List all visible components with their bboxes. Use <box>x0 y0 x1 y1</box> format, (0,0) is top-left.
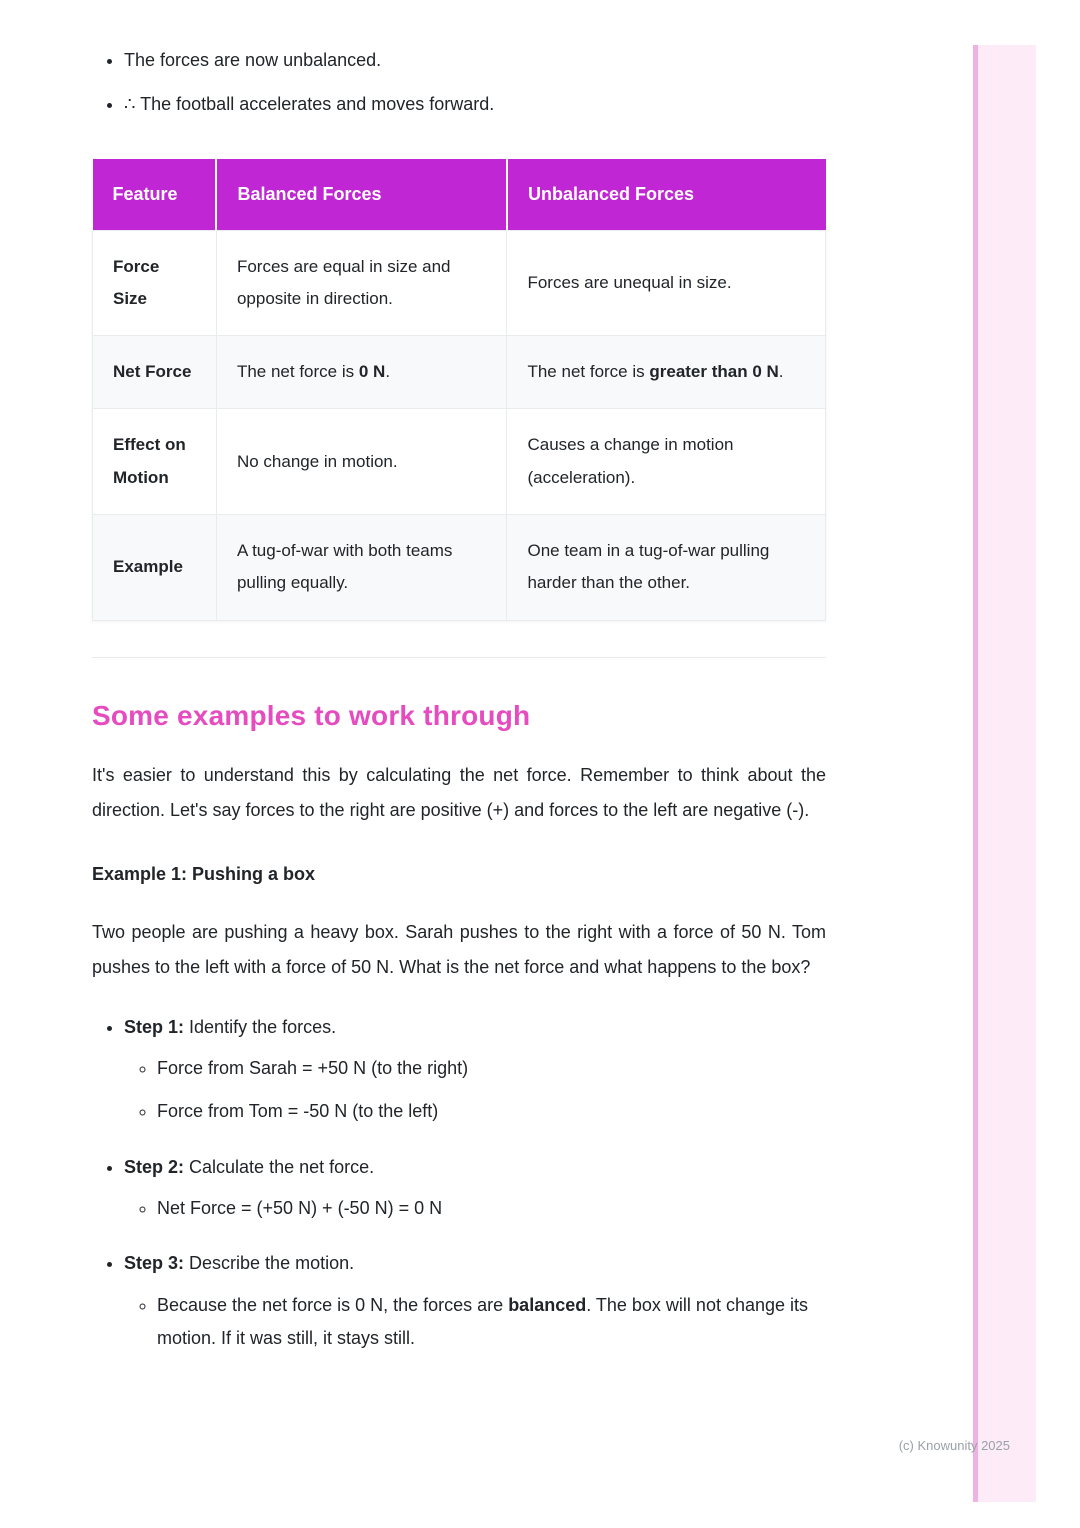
intro-bullet-text: The forces are now unbalanced. <box>124 50 382 70</box>
section-divider <box>92 657 826 658</box>
steps-list <box>92 1011 826 1355</box>
forces-comparison-table <box>92 159 826 621</box>
sub-step-item <box>157 1289 826 1356</box>
unbalanced-cell <box>507 409 826 515</box>
cell-text: . <box>778 362 784 382</box>
sub-steps-list <box>124 1052 826 1129</box>
sub-step-text: Force from Sarah = +50 N (to the right) <box>157 1058 469 1079</box>
cell-text: One team in a tug-of-war pulling harder than the other. <box>527 541 770 593</box>
sub-step-text: Net Force = (+50 N) + (-50 N) = 0 N <box>157 1198 443 1219</box>
sub-step-text: Force from Tom = -50 N (to the left) <box>157 1101 439 1122</box>
sub-steps-list <box>124 1192 826 1225</box>
feature-cell: Effect on Motion <box>93 409 217 515</box>
table-header-feature: Feature <box>93 159 217 231</box>
table-header-unbalanced: Unbalanced Forces <box>507 159 826 231</box>
sub-step-item <box>157 1095 826 1128</box>
cell-text: The net force is <box>527 362 650 382</box>
feature-cell: Net Force <box>93 336 217 409</box>
step-text: Calculate the net force. <box>189 1156 375 1177</box>
balanced-cell <box>216 409 507 515</box>
cell-text: Forces are unequal in size. <box>527 272 732 292</box>
cell-text: . <box>385 362 391 382</box>
page-edge-decoration <box>973 45 1036 1502</box>
table-header-balanced: Balanced Forces <box>216 159 507 231</box>
sub-step-text: Because the net force is 0 N, the forces are <box>157 1294 509 1315</box>
step-label: Step 3: <box>124 1253 185 1274</box>
balanced-cell <box>216 336 507 409</box>
sub-step-bold-text: balanced <box>508 1294 587 1315</box>
step-label: Step 1: <box>124 1016 185 1037</box>
section-intro-paragraph: It's easier to understand this by calculating the net force. Remember to think about the direction. Let's say forces to the right are positive (+) and forces to the left are negative (-). <box>92 764 826 820</box>
cell-text: A tug-of-war with both teams pulling equally. <box>236 541 453 593</box>
table-header-row <box>93 159 826 231</box>
intro-bullet-text: ∴ The football accelerates and moves forward. <box>124 93 495 114</box>
copyright-footer: (c) Knowunity 2025 <box>898 1438 1010 1453</box>
table-row <box>93 515 826 621</box>
sub-step-item <box>157 1192 826 1225</box>
intro-bullet-list <box>92 46 826 119</box>
step-label: Step 2: <box>124 1156 185 1177</box>
balanced-cell <box>216 515 507 621</box>
list-item <box>124 46 826 75</box>
cell-text: Forces are equal in size and opposite in direction. <box>236 256 451 308</box>
example-title: Example 1: Pushing a box <box>92 863 316 884</box>
step-item <box>124 1011 826 1129</box>
sub-steps-list <box>124 1289 826 1356</box>
cell-text: The net force is <box>236 362 359 382</box>
table-row <box>93 409 826 515</box>
unbalanced-cell <box>507 336 826 409</box>
feature-cell: Force Size <box>93 230 217 336</box>
cell-bold-text: greater than 0 N <box>649 362 779 382</box>
example-problem-paragraph: Two people are pushing a heavy box. Sarah pushes to the right with a force of 50 N. Tom pushes to the left with a force of 50 N. What is the net force and what happens to the box? <box>92 921 826 977</box>
table-row <box>93 336 826 409</box>
feature-cell: Example <box>93 515 217 621</box>
cell-text: No change in motion. <box>236 451 398 471</box>
step-item <box>124 1151 826 1226</box>
table-row <box>93 230 826 336</box>
unbalanced-cell <box>507 515 826 621</box>
sub-step-item <box>157 1052 826 1085</box>
list-item <box>124 90 826 119</box>
step-text: Describe the motion. <box>189 1253 355 1274</box>
step-text: Identify the forces. <box>189 1016 337 1037</box>
sub-step-text: . The box will not change its motion. If it was still, it stays still. <box>157 1294 809 1348</box>
unbalanced-cell <box>507 230 826 336</box>
section-heading: Some examples to work through <box>92 699 531 731</box>
cell-bold-text: 0 N <box>358 362 386 382</box>
step-item <box>124 1247 826 1355</box>
cell-text: Causes a change in motion (acceleration). <box>527 435 734 487</box>
balanced-cell <box>216 230 507 336</box>
document-content <box>92 46 826 1377</box>
